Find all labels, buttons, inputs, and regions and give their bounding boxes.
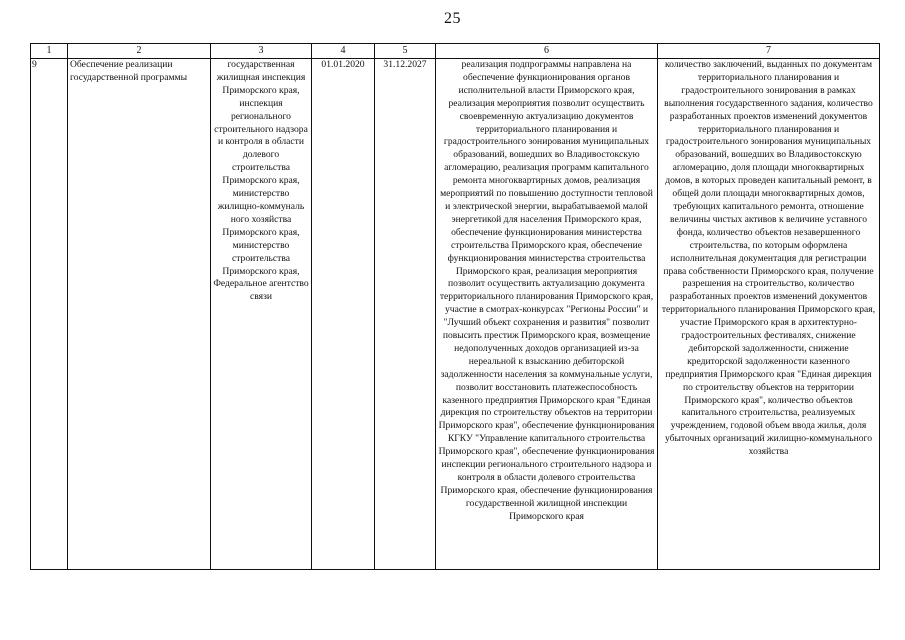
measure-name-cell: Обеспечение реализации государственной программы [68,59,211,570]
program-table [30,43,880,570]
start-date-cell: 01.01.2020 [312,59,375,570]
column-header-4: 4 [312,44,375,59]
column-header-3: 3 [211,44,312,59]
row-number-cell: 9 [31,59,68,570]
column-header-7: 7 [658,44,880,59]
column-header-2: 2 [68,44,211,59]
executor-cell: государственная жилищная инспекция Приморского края, инспекция регионального строительного надзора и контроля в области долевого строительства Приморского края, министерство жилищно-коммуналь ного хозяйства Приморского края, министерство строительства Приморского края, Федеральное агентство связи [211,59,312,570]
header-row [31,44,880,59]
table-row [31,59,880,570]
column-header-6: 6 [436,44,658,59]
end-date-cell: 31.12.2027 [375,59,436,570]
column-header-1: 1 [31,44,68,59]
expected-result-cell: реализация подпрограммы направлена на обеспечение функционирования органов исполнительной власти Приморского края, реализация мероприятия позволит осуществить своевременную актуализацию документов территориального планирования и градостроительного зонирования муниципальных образований, вошедших во Владивостокскую агломерацию, реализация программ капитального ремонта многоквартирных домов, реализация мероприятий по повышению доступности тепловой и электрической энергии, вырабатываемой малой энергетикой для населения Приморского края, обеспечение функционирования министерства строительства Приморского края, обеспечение функционирования министерства строительства Приморского края, реализация мероприятия позволит осуществить актуализацию документа территориального планирования Приморского края, участие в смотрах-конкурсах "Регионы России" и "Лучший объект сохранения и развития" позволит повысить престиж Приморского края, возмещение недополученных доходов организацией из-за нереальной к взысканию дебиторской задолженности населения за коммунальные услуги, позволит восстановить платежеспособность казенного предприятия Приморского края "Единая дирекция по строительству объектов на территории Приморского края", обеспечение функционирования КГКУ "Управление капитального строительства Приморского края", обеспечение функционирования инспекции регионального строительного надзора и контроля в области долевого строительства Приморского края, обеспечение функционирования государственной жилищной инспекции Приморского края [436,59,658,570]
column-header-5: 5 [375,44,436,59]
indicators-cell: количество заключений, выданных по документам территориального планирования и градостроительного зонирования в рамках выполнения государственного задания, количество разработанных проектов изменений документов территориального планирования и градостроительного зонирования муниципальных образований, вошедших во Владивостокскую агломерацию, доля площади многоквартирных домов, в которых проведен капитальный ремонт, в общей доли площади многоквартирных домов, требующих капитального ремонта, отношение величины чистых активов к величине уставного фонда, количество объектов незавершенного строительства, по которым оформлена исполнительная документация для регистрации права собственности Приморского края, получение разрешения на строительство, количество разработанных проектов изменений документов территориального планирования Приморского края, участие Приморского края в архитектурно-градостроительных фестивалях, снижение дебиторской задолженности, снижение кредиторской задолженности казенного предприятия Приморского края "Единая дирекция по строительству объектов на территории Приморского края", количество объектов капитального строительства, реализуемых учреждением, годовой объем ввода жилья, доля убыточных организаций жилищно-коммунального хозяйства [658,59,880,570]
page-number: 25 [444,10,461,27]
